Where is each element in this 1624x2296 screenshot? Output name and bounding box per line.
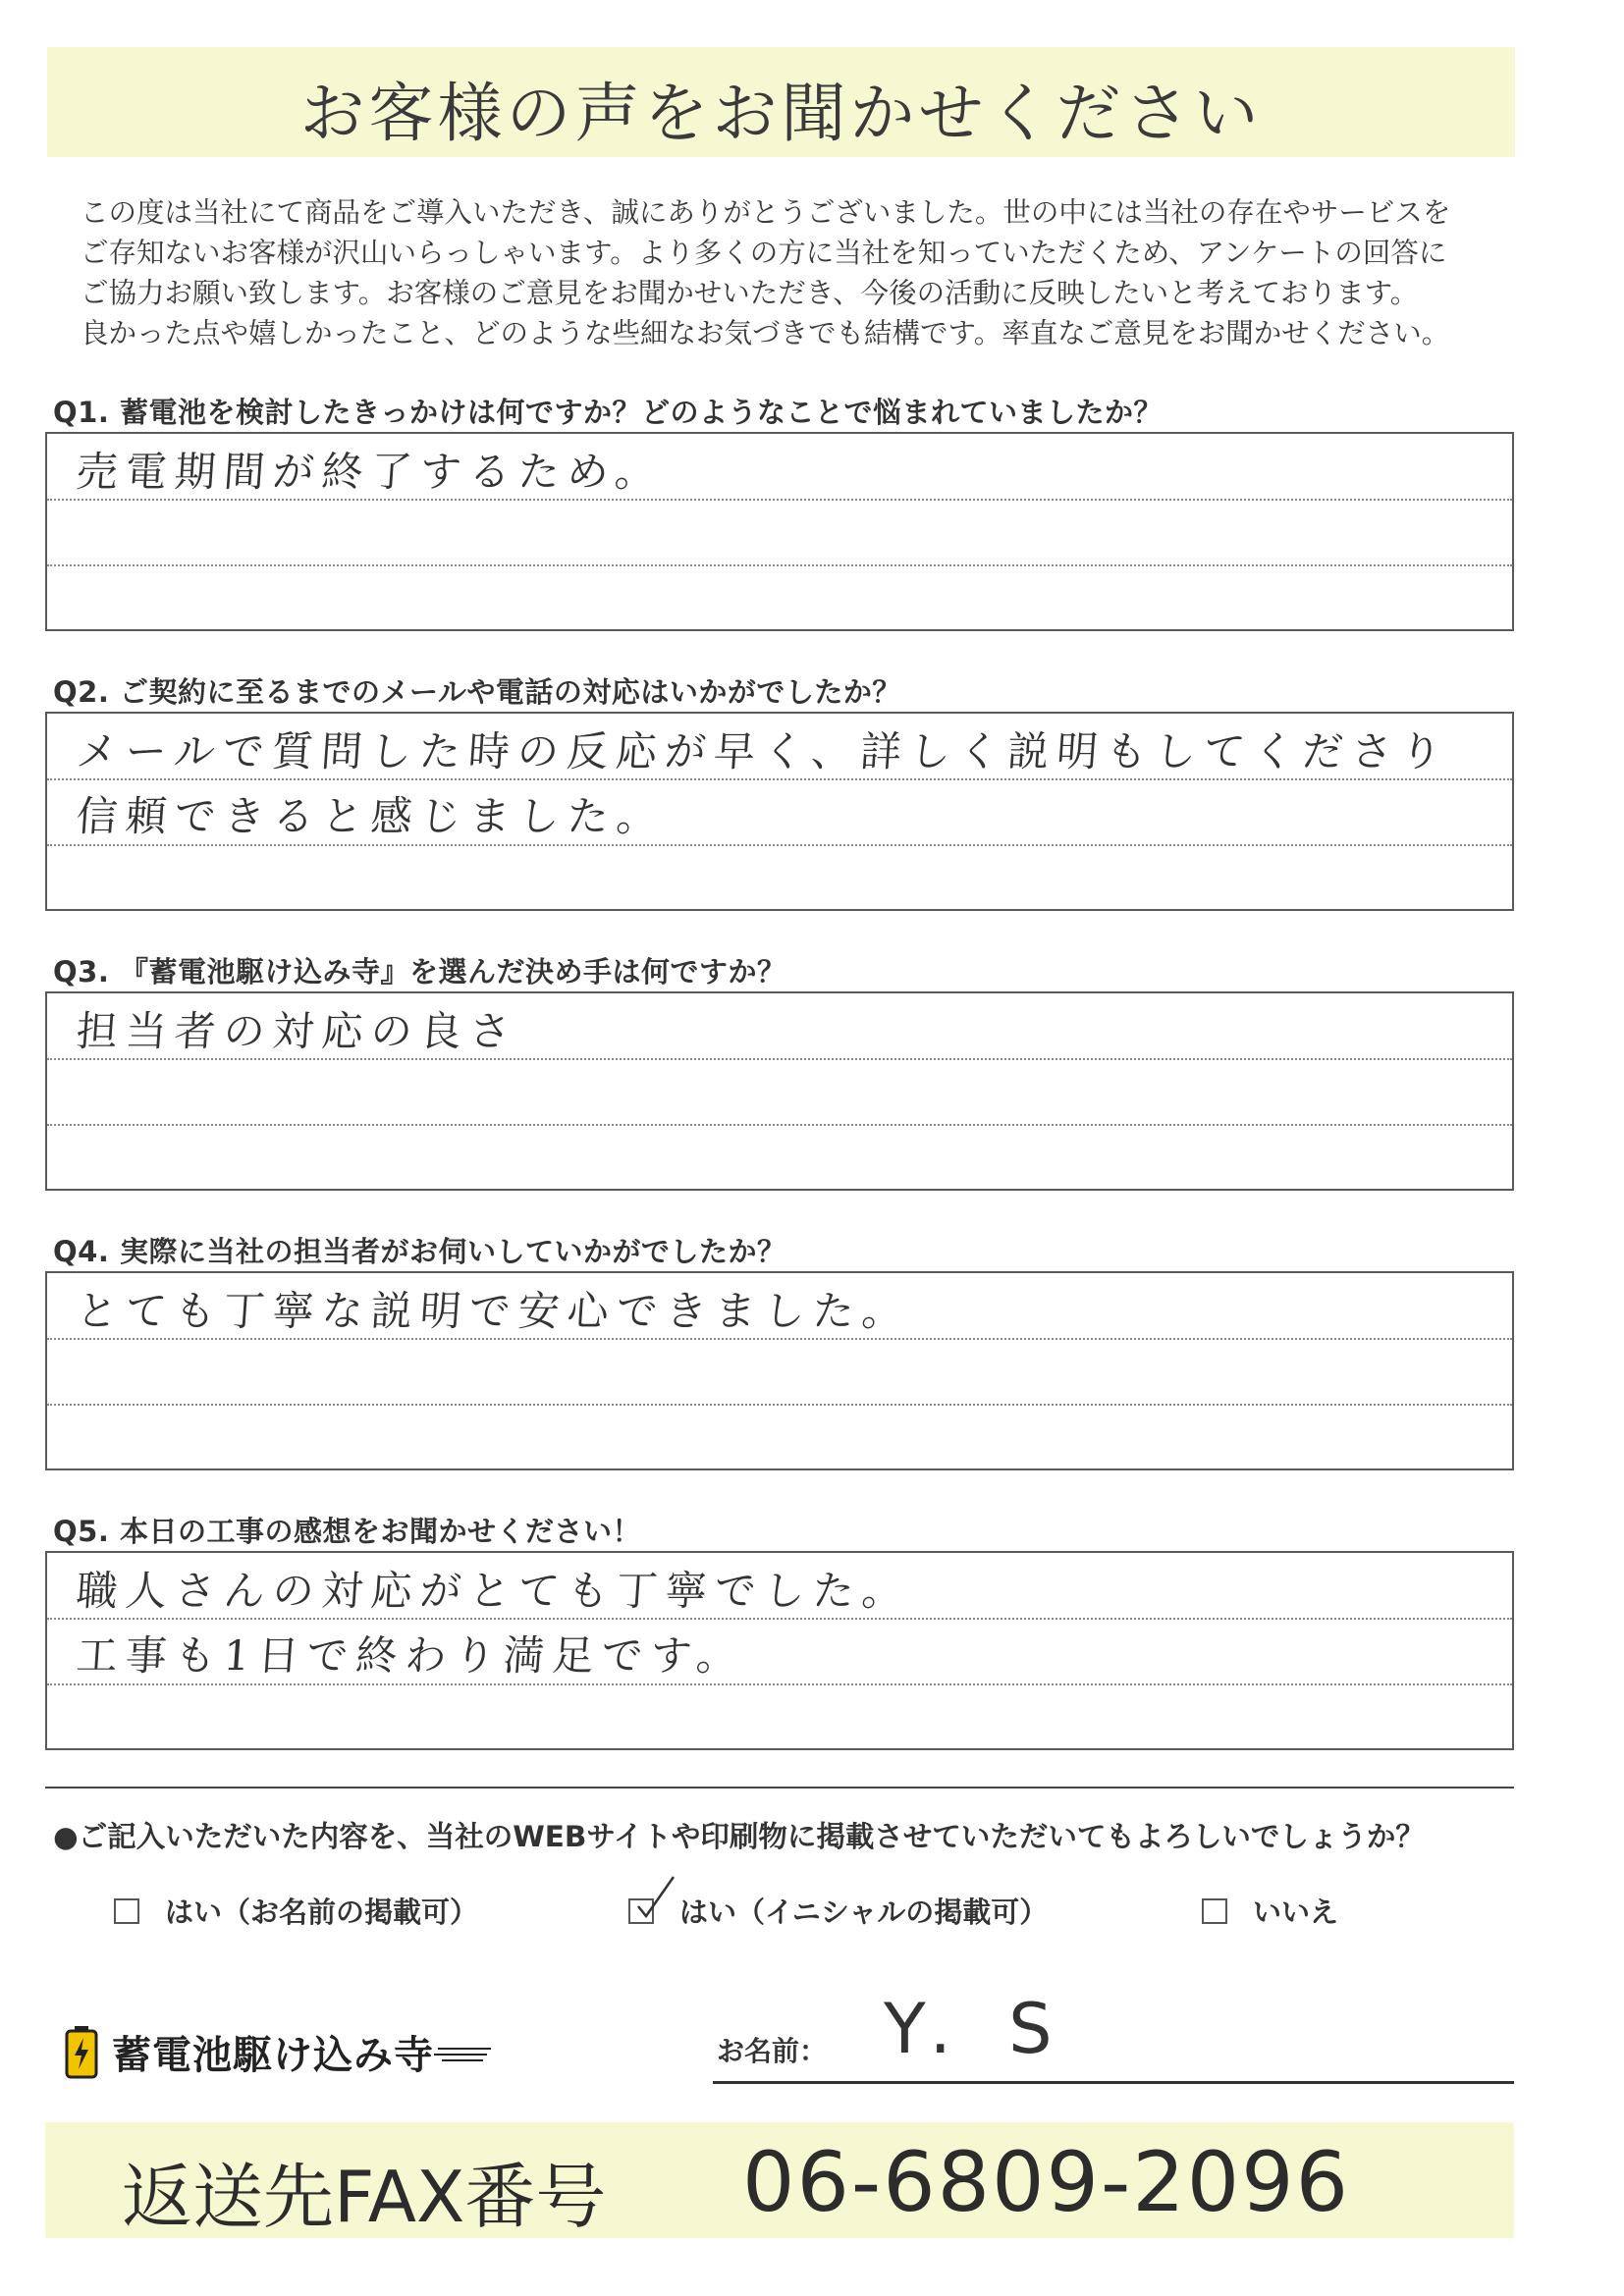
answer-2-line-1: メールで質問した時の反応が早く、詳しく説明もしてくださり <box>75 727 1451 775</box>
answer-rule <box>47 844 1512 846</box>
intro-line: ご協力お願い致します。お客様のご意見をお聞かせいただき、今後の活動に反映したいと考えております。 <box>81 277 1419 309</box>
consent-option-label: はい（イニシャルの掲載可） <box>679 1896 1049 1929</box>
answer-4-box[interactable] <box>45 1271 1514 1470</box>
answer-2-box[interactable] <box>45 712 1514 911</box>
answer-5-line-1: 職人さんの対応がとても丁寧でした。 <box>75 1567 913 1615</box>
intro-line: ご存知ないお客様が沢山いらっしゃいます。より多くの方に当社を知っていただくため、アンケートの回答に <box>81 237 1447 269</box>
answer-rule <box>47 1404 1512 1406</box>
speed-lines-icon <box>434 2041 493 2064</box>
section-divider <box>45 1787 1514 1789</box>
answer-3-line-1: 担当者の対応の良さ <box>75 1007 520 1055</box>
answer-rule <box>47 499 1512 501</box>
question-2-label: Q2. ご契約に至るまでのメールや電話の対応はいかがでしたか？ <box>53 675 901 709</box>
answer-rule <box>47 1618 1512 1620</box>
page-title: お客様の声をお聞かせください <box>299 76 1263 151</box>
title-band <box>47 47 1515 157</box>
name-label: お名前： <box>717 2035 828 2067</box>
answer-5-box[interactable] <box>45 1551 1514 1750</box>
consent-option-label: いいえ <box>1253 1896 1339 1929</box>
consent-option-initial[interactable] <box>628 1891 1048 1931</box>
checkbox-unchecked[interactable] <box>1202 1898 1227 1924</box>
consent-option-label: はい（お名前の掲載可） <box>165 1896 479 1929</box>
consent-option-no[interactable] <box>1202 1891 1338 1931</box>
answer-rule <box>47 778 1512 780</box>
brand-name: 蓄電池駆け込み寺 <box>112 2033 434 2078</box>
question-5-label: Q5. 本日の工事の感想をお聞かせください！ <box>53 1515 641 1548</box>
answer-4-line-1: とても丁寧な説明で安心できました。 <box>75 1287 913 1335</box>
answer-2-line-2: 信頼できると感じました。 <box>75 792 668 840</box>
answer-1-line-1: 売電期間が終了するため。 <box>75 448 666 496</box>
answer-3-box[interactable] <box>45 991 1514 1191</box>
consent-question: ●ご記入いただいた内容を、当社のWEBサイトや印刷物に掲載させていただいてもよろしいでしょうか？ <box>53 1820 1425 1853</box>
question-4-label: Q4. 実際に当社の担当者がお伺いしていかがでしたか？ <box>53 1235 786 1268</box>
question-1-label: Q1. 蓄電池を検討したきっかけは何ですか？どのようなことで悩まれていましたか？ <box>53 396 1163 429</box>
answer-rule <box>47 1058 1512 1060</box>
answer-5-line-2: 工事も1日で終わり満足です。 <box>75 1631 747 1680</box>
fax-band <box>45 2122 1514 2238</box>
consent-option-name[interactable] <box>114 1891 478 1931</box>
intro-text <box>81 192 1524 353</box>
answer-rule <box>47 1124 1512 1126</box>
checkbox-unchecked[interactable] <box>114 1898 139 1924</box>
intro-line: 良かった点や嬉しかったこと、どのような些細なお気づきでも結構です。率直なご意見をお聞かせください。 <box>81 317 1450 349</box>
intro-line: この度は当社にて商品をご導入いただき、誠にありがとうございました。世の中には当社の存在やサービスを <box>81 196 1451 229</box>
question-3-label: Q3. 『蓄電池駆け込み寺』を選んだ決め手は何ですか？ <box>53 955 786 988</box>
fax-label: 返送先FAX番号 <box>122 2156 607 2238</box>
checkbox-checked[interactable] <box>628 1898 654 1924</box>
answer-rule <box>47 1683 1512 1685</box>
answer-1-box[interactable] <box>45 432 1514 631</box>
fax-number: 06-6809-2096 <box>742 2134 1351 2230</box>
check-mark-icon <box>636 1875 676 1922</box>
battery-icon <box>65 2026 98 2079</box>
name-value[interactable]: Y. S <box>884 1989 1070 2069</box>
brand-logo <box>65 2024 493 2080</box>
answer-rule <box>47 564 1512 566</box>
name-underline <box>713 2081 1514 2084</box>
answer-rule <box>47 1338 1512 1340</box>
